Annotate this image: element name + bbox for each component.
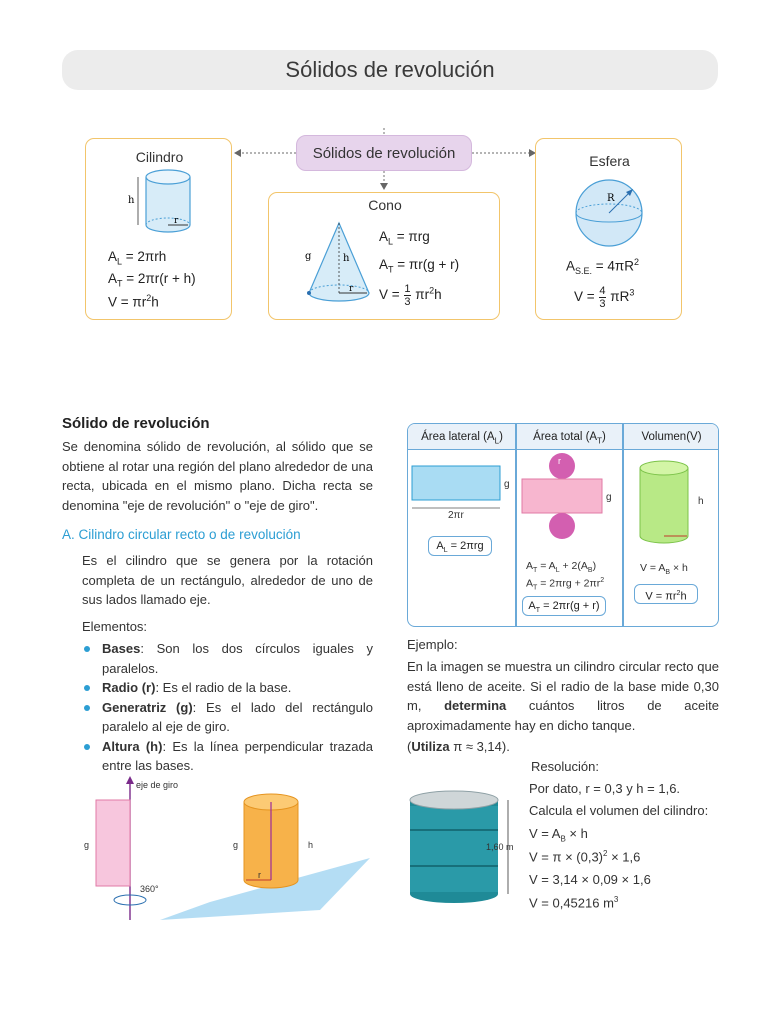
cylinder-figure [116,167,206,247]
esfera-title: Esfera [589,153,630,169]
svg-text:g: g [504,479,510,490]
resolution-line: Calcula el volumen del cilindro: [529,803,709,818]
cil-formula-v: $V = \pi r^2h$ [108,293,159,310]
elements-label: Elementos: [82,619,148,634]
cyl-r-label: r [174,216,179,226]
cono-box [268,192,500,320]
resolution-line: V = 3,14 × 0,09 × 1,6 [529,872,651,887]
volume-step1: $V = A_B \times h$ [640,562,688,577]
sphere-figure [571,173,651,253]
barrel-height-label: 1,60 m [486,842,514,852]
svg-text:g: g [233,840,239,850]
svg-text:h: h [343,253,350,264]
cono-title: Cono [368,197,402,213]
cono-formula-al: $A_L = \pi rg$ [379,229,430,247]
list-item: Radio (r): Es el radio de la base. [82,678,373,698]
cil-formula-al: $A_L = 2\pi rh$ [108,249,167,267]
esfera-formula-a: $A_{S.E.} = 4\pi R^2$ [566,257,640,277]
table-header-total: Área total $(A_T)$ [516,424,623,450]
example-utiliza: (Utiliza π ≈ 3,14). [407,739,510,754]
volume-formula: $V = \pi r^2h$ [634,584,698,604]
total-area-step2: $A_T = 2\pi rg + 2\pi r^2$ [526,577,605,592]
svg-text:h: h [308,840,314,850]
cylinder-subheading: A. Cilindro circular recto o de revolución [62,527,301,542]
cilindro-title: Cilindro [135,149,184,165]
svg-text:g: g [84,840,90,850]
svg-text:g: g [606,492,612,503]
esfera-formula-v: V = $\frac{4}{3}$ $\pi R^3$ [574,285,635,310]
resolution-line: $V = \pi \times (0,3)^2 \times 1,6$ [529,849,641,865]
esfera-box [535,138,682,320]
table-header-lateral: Área lateral $(A_L)$ [408,424,516,450]
example-text: En la imagen se muestra un cilindro circular recto que está lleno de aceite. Si el radio de la base mide 0,30 m, determina cuántos litros de aceite aproximadamente hay en dicho tanque. [407,659,720,733]
resolution-label: Resolución: [531,759,599,774]
cylinder-description: Es el cilindro que se genera por la rotación completa de un rectángulo, alrededor de uno de sus lados llamado eje. [82,553,373,607]
list-item: Bases: Son los dos círculos iguales y paralelos. [82,639,373,678]
list-item: Altura (h): Es la línea perpendicular trazada entre las bases. [82,737,373,776]
cone-figure [287,215,387,307]
lateral-area-formula: $A_L = 2\pi rg$ [428,536,492,556]
svg-text:g: g [305,251,312,262]
list-item: Generatriz (g): Es el lado del rectángulo paralelo al eje de giro. [82,698,373,737]
resolution-line: V = 0,45216 $m^3$ [529,895,619,911]
cyl-h-label: h [128,195,135,206]
table-header-volume: Volumen(V) [623,424,719,450]
central-node: Sólidos de revolución [296,135,472,171]
section-heading: Sólido de revolución [62,415,210,432]
formulas-table [407,423,719,627]
cil-formula-at: $A_T = 2\pi r(r + h)$ [108,271,196,289]
svg-text:h: h [698,496,704,507]
cono-formula-at: $A_T = \pi r(g + r)$ [379,257,460,275]
cilindro-box [85,138,232,320]
resolution-line: $V = A_B \times h$ [529,826,588,844]
resolution-line: Por dato, r = 0,3 y h = 1,6. [529,781,681,796]
svg-text:2πr: 2πr [448,510,464,521]
page-title: Sólidos de revolución [62,50,718,90]
total-area-step1: $A_T = A_L + 2(A_B)$ [526,560,597,575]
total-area-formula: $A_T = 2\pi r(g + r)$ [522,596,606,616]
svg-text:R: R [607,193,615,204]
svg-text:r: r [258,870,261,880]
svg-text:eje de giro: eje de giro [136,780,179,790]
rotation-figure [70,772,380,922]
svg-text:360°: 360° [140,884,159,894]
example-label: Ejemplo: [407,637,458,652]
elements-list [82,639,373,776]
cono-formula-v: V = $\frac{1}{3}$ $\pi r^2h$ [379,283,442,308]
svg-text:r: r [558,456,561,466]
svg-text:r: r [349,284,354,294]
section-intro: Se denomina sólido de revolución, al sólido que se obtiene al rotar una región del plano alrededor de una recta, ubicada en el mismo plano. Dicha recta se denomina "eje de revolución" o "eje de giro". [62,439,373,513]
